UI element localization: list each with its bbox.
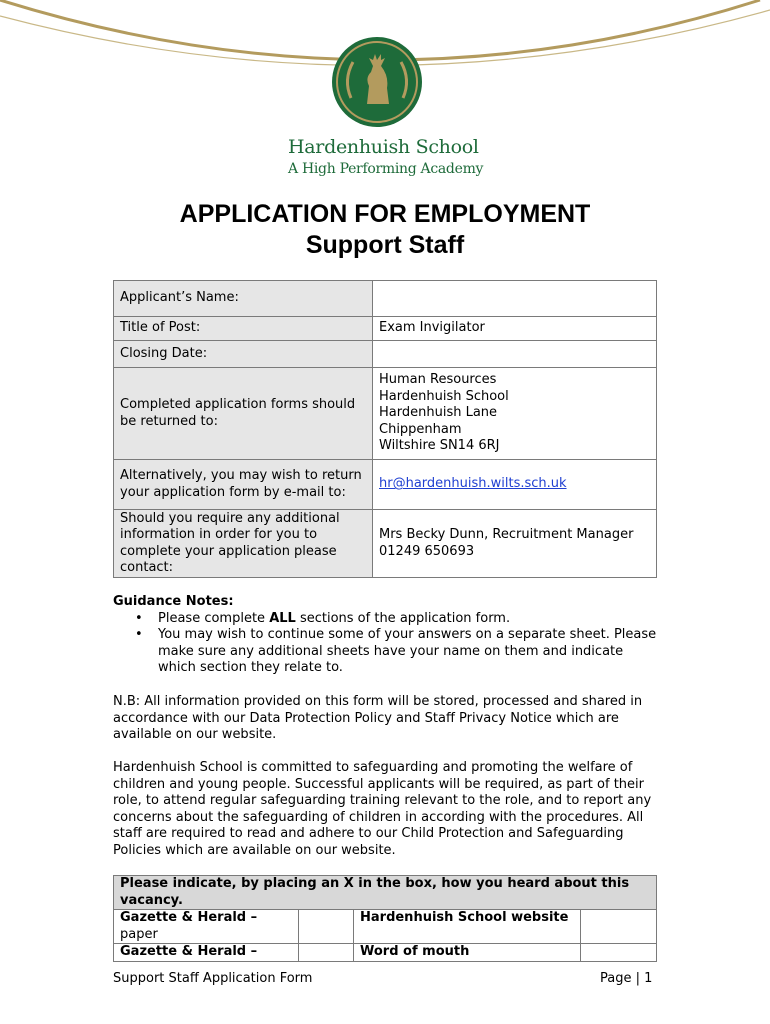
guidance-notes	[113, 594, 658, 677]
safeguarding-statement: Hardenhuish School is committed to safeguarding and promoting the welfare of children and young people. Successful applicants will be required, as part of their role, to attend regular safeguarding training relevant to the role, and to report any concerns about the safeguarding of children in according with the procedures. All staff are required to read and adhere to our Child Protection and Safeguarding Policies which are available on our website.	[113, 760, 652, 858]
guidance-heading: Guidance Notes:	[113, 594, 234, 609]
page-title: APPLICATION FOR EMPLOYMENT	[179, 200, 591, 228]
vacancy-option-label: Gazette & Herald –	[114, 944, 299, 962]
school-name: Hardenhuish School	[288, 136, 479, 158]
page-subtitle: Support Staff	[305, 231, 465, 259]
footer-page-number: Page | 1	[600, 971, 653, 986]
post-title-label: Title of Post:	[114, 317, 373, 341]
return-address-value	[373, 368, 657, 460]
closing-date-field[interactable]	[373, 341, 657, 368]
address-line: Human Resources	[379, 372, 497, 388]
option-text: paper	[120, 926, 158, 942]
data-protection-notice: N.B: All information provided on this form will be stored, processed and shared in accordance with our Data Protection Policy and Staff Privacy Notice which are available on our website.	[113, 694, 643, 743]
bullet-text: You may wish to continue some of your answers on a separate sheet. Please make sure any additional sheets have your name on them and indicate which section they relate to.	[158, 627, 657, 676]
guidance-bullet	[113, 611, 658, 628]
school-tagline: A High Performing Academy	[288, 161, 484, 177]
vacancy-checkbox[interactable]	[299, 944, 354, 962]
address-line: Wiltshire SN14 6RJ	[379, 438, 500, 454]
footer-form-name: Support Staff Application Form	[113, 971, 313, 986]
applicant-name-label: Applicant’s Name:	[114, 281, 373, 317]
return-address-label: Completed application forms should be returned to:	[114, 368, 373, 460]
bullet-emphasis: ALL	[269, 610, 296, 626]
vacancy-checkbox[interactable]	[581, 910, 657, 944]
vacancy-option-label: Hardenhuish School website	[354, 910, 581, 944]
school-crest-logo	[331, 36, 423, 128]
guidance-bullet	[113, 627, 658, 677]
address-line: Chippenham	[379, 421, 462, 437]
post-title-value: Exam Invigilator	[373, 317, 657, 341]
hr-email-link[interactable]: hr@hardenhuish.wilts.sch.uk	[379, 476, 567, 492]
bullet-icon: •	[135, 610, 143, 626]
vacancy-option-label	[114, 910, 299, 944]
contact-label: Should you require any additional information in order for you to complete your application please contact:	[114, 510, 373, 578]
email-return-cell	[373, 460, 657, 510]
option-bold-text: Gazette & Herald –	[120, 910, 258, 926]
applicant-name-field[interactable]	[373, 281, 657, 317]
bullet-icon: •	[135, 627, 143, 643]
bullet-text: Please complete	[158, 610, 270, 626]
address-line: Hardenhuish School	[379, 388, 509, 404]
vacancy-checkbox[interactable]	[581, 944, 657, 962]
closing-date-label: Closing Date:	[114, 341, 373, 368]
contact-value: Mrs Becky Dunn, Recruitment Manager 01249 650693	[373, 510, 657, 578]
vacancy-question: Please indicate, by placing an X in the box, how you heard about this vacancy.	[114, 876, 657, 910]
bullet-text: sections of the application form.	[295, 610, 511, 626]
applicant-info-table	[113, 280, 657, 578]
vacancy-source-table	[113, 875, 657, 962]
address-line: Hardenhuish Lane	[379, 405, 498, 421]
email-return-label: Alternatively, you may wish to return your application form by e-mail to:	[114, 460, 373, 510]
vacancy-option-label: Word of mouth	[354, 944, 581, 962]
vacancy-checkbox[interactable]	[299, 910, 354, 944]
